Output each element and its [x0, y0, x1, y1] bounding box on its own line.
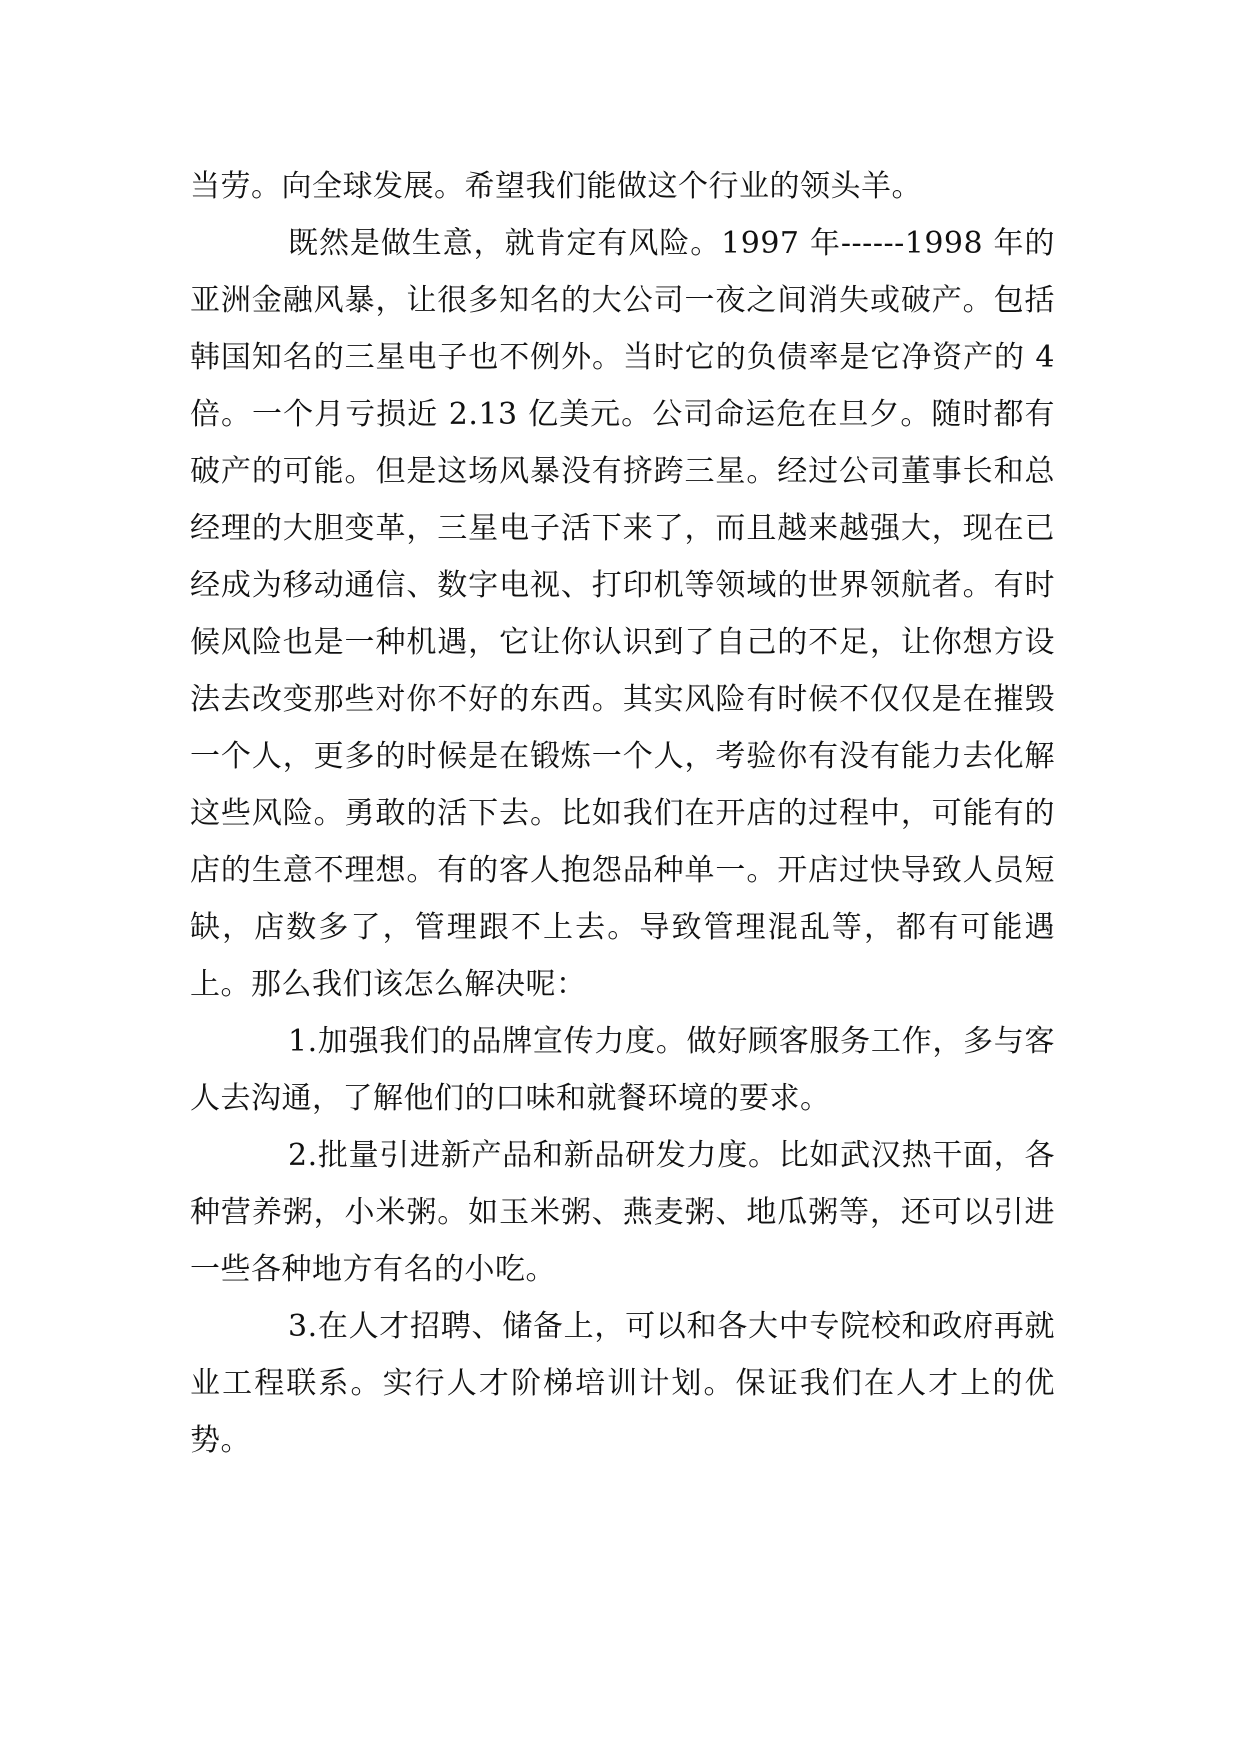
paragraph-solution-3: 3.在人才招聘、储备上，可以和各大中专院校和政府再就业工程联系。实行人才阶梯培训计划。保证我们在人才上的优势。: [190, 1309, 1055, 1458]
paragraph-solution-1: 1.加强我们的品牌宣传力度。做好顾客服务工作，多与客人去沟通，了解他们的口味和就餐环境的要求。: [190, 1024, 1055, 1116]
paragraph-solution-2: 2.批量引进新产品和新品研发力度。比如武汉热干面，各种营养粥，小米粥。如玉米粥、燕麦粥、地瓜粥等，还可以引进一些各种地方有名的小吃。: [190, 1138, 1055, 1287]
paragraph-risk: 既然是做生意，就肯定有风险。1997 年------1998 年的亚洲金融风暴，让很多知名的大公司一夜之间消失或破产。包括韩国知名的三星电子也不例外。当时它的负债率是它净资产的 4 倍。一个月亏损近 2.13 亿美元。公司命运危在旦夕。随时都有破产的可能。但是这场风暴没有挤跨三星。经过公司董事长和总经理的大胆变革，三星电子活下来了，而且越来越强大，现在已经成为移动通信、数字电视、打印机等领域的世界领航者。有时候风险也是一种机遇，它让你认识到了自己的不足，让你想方设法去改变那些对你不好的东西。其实风险有时候不仅仅是在摧毁一个人，更多的时候是在锻炼一个人，考验你有没有能力去化解这些风险。勇敢的活下去。比如我们在开店的过程中，可能有的店的生意不理想。有的客人抱怨品种单一。开店过快导致人员短缺，店数多了，管理跟不上去。导致管理混乱等，都有可能遇上。那么我们该怎么解决呢：: [190, 226, 1055, 1002]
document-body: [190, 158, 1055, 1469]
paragraph-continuation: 当劳。向全球发展。希望我们能做这个行业的领头羊。: [190, 169, 922, 204]
